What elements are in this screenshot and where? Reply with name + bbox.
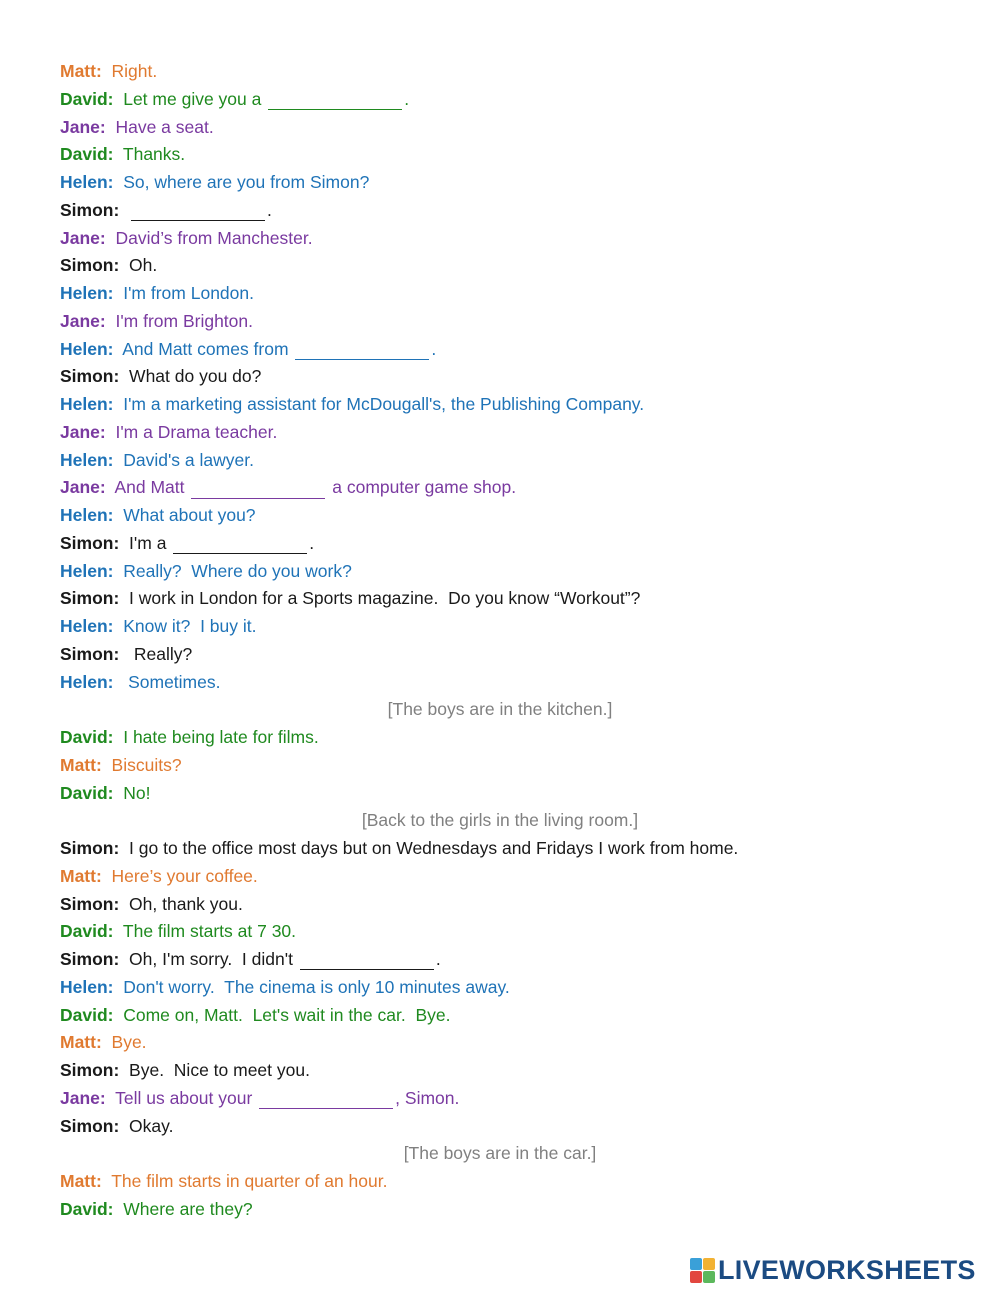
dialogue-line bbox=[60, 780, 940, 808]
stage-direction: [The boys are in the kitchen.] bbox=[387, 699, 613, 720]
dialogue-line bbox=[60, 1002, 940, 1030]
speaker-name: Simon: bbox=[60, 893, 120, 914]
dialogue-text: Come on, Matt. Let's wait in the car. Bye. bbox=[123, 1004, 451, 1025]
speaker-name: Simon: bbox=[60, 588, 120, 609]
dialogue-line bbox=[60, 308, 940, 336]
dialogue-line bbox=[60, 530, 940, 558]
speaker-name: Helen: bbox=[60, 560, 114, 581]
answer-blank-input[interactable] bbox=[259, 1089, 393, 1109]
speaker-name: Helen: bbox=[60, 338, 114, 359]
dialogue-text: Know it? I buy it. bbox=[123, 616, 257, 636]
dialogue-line bbox=[60, 363, 940, 391]
dialogue-line bbox=[60, 558, 940, 586]
dialogue-line bbox=[60, 58, 940, 86]
speaker-name: Matt: bbox=[60, 865, 102, 886]
dialogue-line bbox=[60, 1085, 940, 1113]
speaker-name: Helen: bbox=[60, 671, 114, 692]
dialogue-line bbox=[60, 669, 940, 697]
dialogue-line bbox=[60, 1196, 940, 1224]
dialogue-text: What about you? bbox=[123, 505, 256, 525]
speaker-name: Jane: bbox=[60, 227, 106, 248]
dialogue-line bbox=[60, 752, 940, 780]
dialogue-text: Oh, thank you. bbox=[129, 893, 243, 914]
dialogue-line bbox=[60, 169, 940, 197]
liveworksheets-logo-icon bbox=[690, 1258, 715, 1283]
speaker-name: Jane: bbox=[60, 421, 106, 442]
liveworksheets-logo bbox=[690, 1254, 976, 1286]
dialogue-text: Tell us about your bbox=[115, 1087, 258, 1108]
speaker-name: Jane: bbox=[60, 1087, 106, 1108]
speaker-name: Simon: bbox=[60, 532, 120, 553]
dialogue-text-after: . bbox=[404, 88, 410, 109]
speaker-name: David: bbox=[60, 727, 114, 747]
speaker-name: Jane: bbox=[60, 116, 106, 137]
dialogue-text: Don't worry. The cinema is only 10 minutes away. bbox=[123, 976, 510, 997]
speaker-name: Helen: bbox=[60, 505, 114, 525]
stage-direction: [Back to the girls in the living room.] bbox=[361, 810, 639, 831]
speaker-name: Simon: bbox=[60, 199, 120, 220]
dialogue-line bbox=[60, 474, 940, 502]
dialogue-line bbox=[60, 502, 940, 530]
dialogue-line bbox=[60, 336, 940, 364]
logo-square bbox=[703, 1258, 715, 1270]
dialogue-line bbox=[60, 918, 940, 946]
speaker-name: David: bbox=[60, 88, 114, 109]
dialogue-script bbox=[60, 58, 940, 1224]
dialogue-line bbox=[60, 863, 940, 891]
logo-text: LIVEWORKSHEETS bbox=[718, 1254, 976, 1285]
dialogue-text-after: . bbox=[435, 949, 441, 969]
speaker-name: Helen: bbox=[60, 976, 114, 997]
dialogue-line bbox=[60, 391, 940, 419]
dialogue-text: I work in London for a Sports magazine. Do you know “Workout”? bbox=[129, 588, 641, 609]
dialogue-line bbox=[60, 114, 940, 142]
dialogue-text: I hate being late for films. bbox=[123, 727, 319, 747]
dialogue-text-after: . bbox=[267, 199, 272, 220]
speaker-name: Jane: bbox=[60, 310, 106, 331]
answer-blank-input[interactable] bbox=[295, 340, 429, 360]
dialogue-text-after: . bbox=[431, 338, 437, 359]
logo-square bbox=[690, 1258, 702, 1270]
speaker-name: Simon: bbox=[60, 1060, 120, 1080]
speaker-name: David: bbox=[60, 782, 114, 803]
dialogue-text: Really? bbox=[129, 643, 193, 664]
dialogue-text: I'm from London. bbox=[123, 283, 254, 303]
dialogue-line bbox=[60, 891, 940, 919]
speaker-name: David: bbox=[60, 921, 114, 942]
speaker-name: Simon: bbox=[60, 366, 120, 387]
dialogue-line bbox=[60, 86, 940, 114]
dialogue-text-after: a computer game shop. bbox=[327, 477, 517, 498]
dialogue-line bbox=[60, 225, 940, 253]
speaker-name: Simon: bbox=[60, 1115, 120, 1136]
dialogue-line bbox=[60, 1029, 940, 1057]
speaker-name: Matt: bbox=[60, 61, 102, 81]
dialogue-line bbox=[60, 252, 940, 280]
dialogue-text: David’s from Manchester. bbox=[115, 227, 313, 248]
dialogue-text: I'm a marketing assistant for McDougall's, the Publishing Company. bbox=[123, 394, 645, 414]
answer-blank-input[interactable] bbox=[191, 479, 325, 499]
answer-blank-input[interactable] bbox=[131, 201, 265, 221]
dialogue-line bbox=[60, 641, 940, 669]
dialogue-text: No! bbox=[123, 782, 151, 803]
dialogue-text: Let me give you a bbox=[123, 88, 267, 109]
speaker-name: Simon: bbox=[60, 838, 120, 858]
speaker-name: Helen: bbox=[60, 394, 114, 414]
stage-direction: [The boys are in the car.] bbox=[403, 1143, 597, 1164]
speaker-name: David: bbox=[60, 1198, 114, 1219]
speaker-name: Jane: bbox=[60, 477, 106, 498]
speaker-name: Helen: bbox=[60, 172, 114, 192]
dialogue-text: Where are they? bbox=[123, 1198, 253, 1219]
speaker-name: Simon: bbox=[60, 255, 120, 276]
dialogue-line bbox=[60, 141, 940, 169]
dialogue-line bbox=[60, 1168, 940, 1196]
dialogue-text: And Matt bbox=[114, 477, 190, 498]
dialogue-line bbox=[60, 197, 940, 225]
logo-square bbox=[690, 1271, 702, 1283]
dialogue-line bbox=[60, 724, 940, 752]
dialogue-line bbox=[60, 1113, 940, 1141]
dialogue-text: Here’s your coffee. bbox=[111, 865, 258, 886]
dialogue-text: Bye. bbox=[111, 1032, 147, 1053]
speaker-name: David: bbox=[60, 144, 114, 165]
speaker-name: Matt: bbox=[60, 1171, 102, 1191]
dialogue-text: David's a lawyer. bbox=[123, 449, 254, 470]
speaker-name: Helen: bbox=[60, 616, 114, 636]
dialogue-text: Really? Where do you work? bbox=[123, 560, 352, 581]
dialogue-text-after: . bbox=[309, 532, 315, 553]
dialogue-line bbox=[60, 1057, 940, 1085]
dialogue-text: So, where are you from Simon? bbox=[123, 172, 370, 192]
answer-blank-input[interactable] bbox=[173, 534, 307, 554]
dialogue-line bbox=[60, 974, 940, 1002]
dialogue-text: The film starts in quarter of an hour. bbox=[111, 1171, 388, 1191]
dialogue-text-after: , Simon. bbox=[395, 1087, 460, 1108]
dialogue-text: What do you do? bbox=[129, 366, 262, 387]
speaker-name: Helen: bbox=[60, 449, 114, 470]
dialogue-line bbox=[60, 946, 940, 974]
speaker-name: David: bbox=[60, 1004, 114, 1025]
dialogue-line bbox=[60, 280, 940, 308]
dialogue-text: I'm a Drama teacher. bbox=[115, 421, 278, 442]
speaker-name: Matt: bbox=[60, 754, 102, 775]
dialogue-text: Right. bbox=[111, 61, 158, 81]
logo-square bbox=[703, 1271, 715, 1283]
dialogue-line bbox=[60, 419, 940, 447]
dialogue-text: I'm a bbox=[129, 532, 172, 553]
dialogue-line bbox=[60, 613, 940, 641]
speaker-name: Simon: bbox=[60, 643, 120, 664]
dialogue-line bbox=[60, 585, 940, 613]
dialogue-text: Okay. bbox=[129, 1115, 174, 1136]
dialogue-line bbox=[60, 447, 940, 475]
answer-blank-input[interactable] bbox=[268, 90, 402, 110]
dialogue-text: Oh, I'm sorry. I didn't bbox=[129, 949, 298, 969]
speaker-name: Matt: bbox=[60, 1032, 102, 1053]
answer-blank-input[interactable] bbox=[300, 950, 434, 970]
speaker-name: Helen: bbox=[60, 283, 114, 303]
dialogue-text: I'm from Brighton. bbox=[115, 310, 254, 331]
dialogue-line bbox=[60, 835, 940, 863]
speaker-name: Simon: bbox=[60, 949, 120, 969]
dialogue-text: And Matt comes from bbox=[122, 338, 294, 359]
dialogue-text: Bye. Nice to meet you. bbox=[129, 1060, 310, 1080]
dialogue-text: I go to the office most days but on Wednesdays and Fridays I work from home. bbox=[129, 838, 739, 858]
dialogue-text: Have a seat. bbox=[115, 116, 214, 137]
dialogue-text: The film starts at 7 30. bbox=[122, 921, 297, 942]
dialogue-text: Sometimes. bbox=[123, 671, 221, 692]
dialogue-text: Thanks. bbox=[122, 144, 186, 165]
dialogue-text: Oh. bbox=[129, 255, 158, 276]
dialogue-text: Biscuits? bbox=[111, 754, 182, 775]
